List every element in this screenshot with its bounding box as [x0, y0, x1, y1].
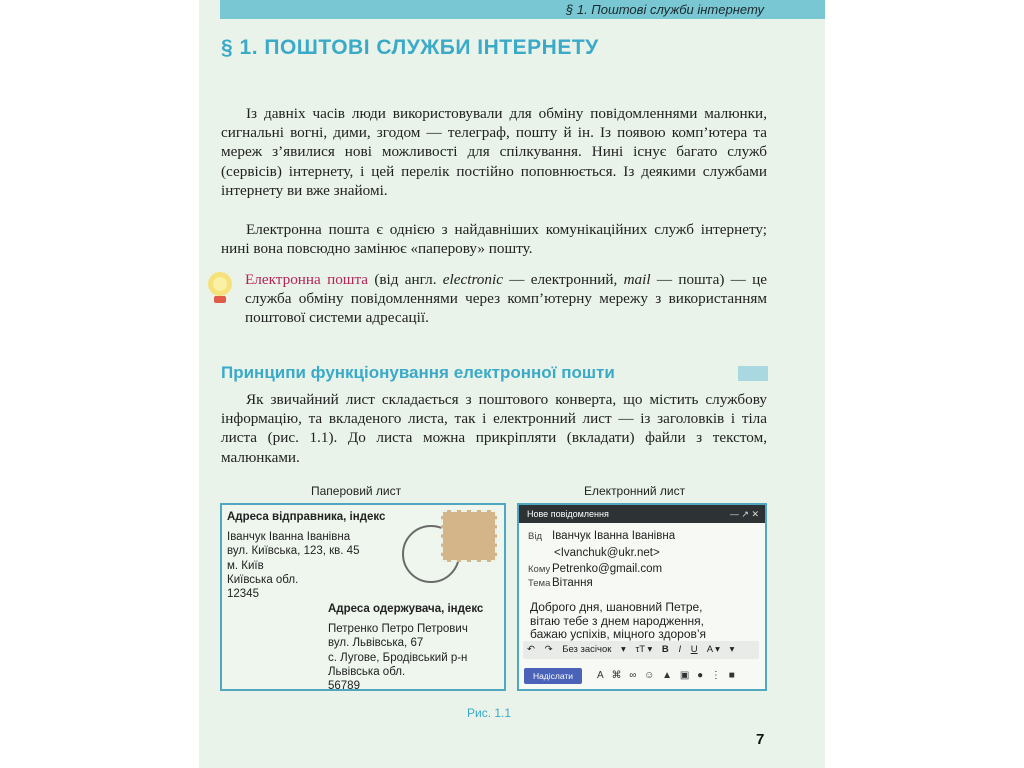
intro-paragraph — [221, 104, 767, 200]
paper-envelope — [220, 503, 506, 691]
recipient-address — [328, 622, 468, 693]
recipient-line: Петренко Петро Петрович — [328, 623, 468, 635]
sender-line: вул. Київська, 123, кв. 45 — [227, 545, 360, 558]
textbook-page — [199, 0, 825, 768]
recipient-line: с. Лугове, Бродівський р-н — [328, 651, 468, 664]
redo-icon[interactable]: ↷ — [544, 644, 553, 655]
definition-word-mail: mail — [623, 271, 651, 288]
sender-line: м. Київ — [227, 559, 264, 572]
lightbulb-icon — [204, 270, 236, 306]
sender-address — [227, 530, 359, 601]
send-button[interactable]: Надіслати — [524, 668, 582, 684]
sender-header: Адреса відправника, індекс — [227, 511, 386, 523]
message-line: вітаю тебе з днем народження, — [530, 613, 704, 628]
section-title: § 1. ПОШТОВІ СЛУЖБИ ІНТЕРНЕТУ — [221, 36, 599, 59]
recipient-line: Львівська обл. — [328, 665, 406, 678]
subject-label: Тема — [528, 578, 551, 589]
text-color-icon[interactable]: A ▾ — [706, 644, 720, 655]
page-number: 7 — [756, 731, 765, 748]
message-line: бажаю успіхів, міцного здоров’я — [530, 627, 707, 641]
compose-titlebar — [519, 505, 765, 523]
subject-row[interactable] — [528, 577, 593, 589]
more-options-icon[interactable]: ⋮ — [710, 670, 721, 681]
image-icon[interactable]: ▣ — [679, 670, 690, 681]
paper-letter-label: Паперовий лист — [311, 484, 402, 498]
compose-title: Нове повідомлення — [527, 509, 609, 519]
format-toolbar — [523, 641, 759, 659]
font-select-label: Без засічок — [562, 644, 612, 655]
from-row — [528, 530, 675, 542]
link-icon[interactable]: ∞ — [629, 670, 637, 681]
from-name: Іванчук Іванна Іванівна — [552, 530, 676, 542]
recipient-line: 56789 — [328, 680, 360, 693]
emoji-icon[interactable]: ☺ — [644, 670, 655, 681]
definition-term: Електронна пошта — [245, 271, 369, 288]
sender-line: 12345 — [227, 588, 259, 601]
sender-line: Іванчук Іванна Іванівна — [227, 531, 351, 543]
definition-block — [245, 270, 767, 328]
subheading: Принципи функціонування електронної пошти — [221, 363, 615, 382]
email-compose-window — [517, 503, 767, 691]
more-formatting-icon[interactable]: ▾ — [729, 644, 735, 655]
font-size-icon[interactable]: τT ▾ — [635, 644, 653, 655]
recipient-header: Адреса одержувача, індекс — [328, 603, 484, 615]
principles-paragraph — [221, 390, 767, 467]
trash-icon[interactable]: ■ — [728, 670, 735, 681]
sender-line: Київська обл. — [227, 573, 299, 586]
formatting-icon[interactable]: A — [597, 670, 604, 681]
recipient-line: вул. Львівська, 67 — [328, 637, 424, 650]
to-label: Кому — [528, 564, 551, 575]
subject-field[interactable]: Вітання — [552, 577, 593, 589]
definition-word-electronic: electronic — [442, 271, 503, 288]
expand-icon[interactable]: ↗ — [741, 509, 749, 519]
email-letter-label: Електронний лист — [584, 484, 686, 498]
minimize-icon[interactable]: — — [729, 509, 739, 519]
email-paragraph-text: Електронна пошта є однією з найдавніших комунікаційних служб інтернету; нині вона повсюдно замінює «паперову» пошту. — [221, 221, 767, 258]
postage-stamp-icon — [441, 510, 497, 562]
email-paragraph — [221, 220, 767, 258]
principles-paragraph-text: Як звичайний лист складається з поштового конверта, що містить службову інформацію, та вкладеного листа, так і електронний лист — із заголовків і тіла листа (рис. 1.1). До листа можна прикріпляти (вкладати) файли з текстом, малюнками. — [221, 391, 767, 466]
message-body[interactable] — [530, 601, 706, 642]
to-field[interactable]: Petrenko@gmail.com — [552, 563, 663, 575]
from-address: <Ivanchuk@ukr.net> — [554, 547, 660, 559]
compose-actions — [597, 668, 740, 684]
definition-text-2: — електронний, — [502, 271, 624, 288]
italic-icon[interactable]: I — [678, 644, 682, 655]
underline-icon[interactable]: U — [690, 644, 698, 655]
intro-paragraph-text: Із давніх часів люди використовували для обміну повідомленнями малюнки, сигнальні вогні, дими, згодом — телеграф, пошту й ін. Із появою комп’ютера та мереж з’явилися нові можливості для спілкування. Нині існує багато служб (сервісів) інтернету, і цей перелік постійно поповнюється. Із деякими службами інтернету ви вже знайомі. — [221, 105, 767, 199]
definition-text-3: — пошта) — це служба обміну повідомленнями через комп’ютерну мережу з використанням поштової системи адресації. — [245, 271, 767, 327]
figure-caption: Рис. 1.1 — [467, 706, 512, 720]
lock-icon[interactable]: ● — [697, 670, 704, 681]
undo-icon[interactable]: ↶ — [527, 644, 535, 655]
message-line: Доброго дня, шановний Петре, — [530, 600, 703, 614]
running-head: § 1. Поштові служби інтернету — [220, 0, 825, 19]
from-label: Від — [528, 531, 542, 542]
subheading-decoration — [738, 366, 768, 381]
window-controls — [730, 505, 759, 523]
close-icon[interactable]: ✕ — [751, 509, 759, 519]
bold-icon[interactable]: B — [661, 644, 669, 655]
drive-icon[interactable]: ▲ — [662, 670, 673, 681]
font-select[interactable]: Без засічок ▾ — [562, 644, 626, 655]
definition-text-1: (від англ. — [368, 271, 443, 288]
to-row[interactable] — [528, 563, 662, 575]
attach-icon[interactable]: ⌘ — [611, 670, 622, 681]
